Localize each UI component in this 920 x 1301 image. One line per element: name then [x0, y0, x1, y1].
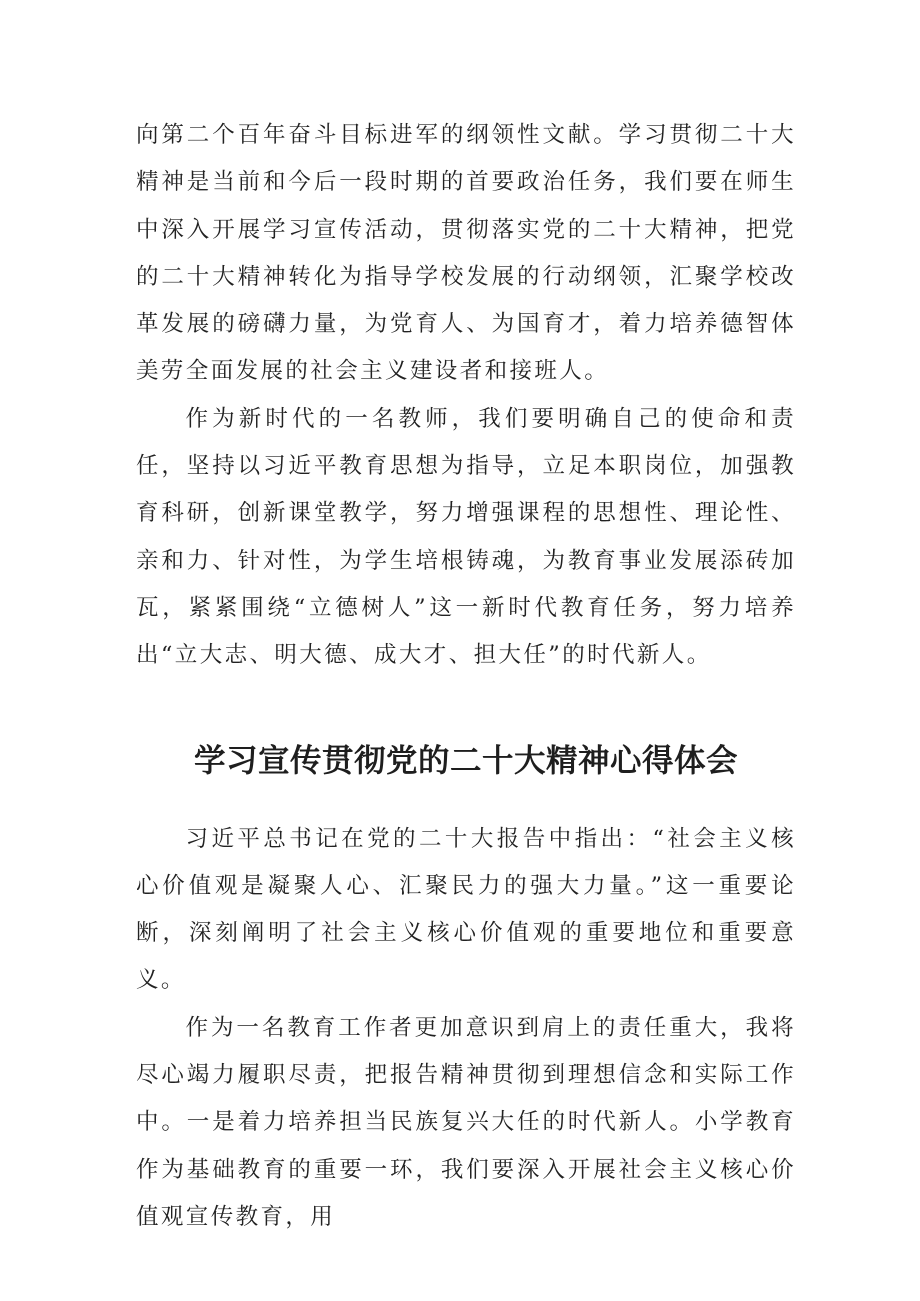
section-article-body [136, 816, 796, 1242]
paragraph-report-quote: 习近平总书记在党的二十大报告中指出：“社会主义核心价值观是凝聚人心、汇聚民力的强大力量。”这一重要论断，深刻阐明了社会主义核心价值观的重要地位和重要意义。 [136, 825, 796, 994]
paragraph-educator-duty: 作为一名教育工作者更加意识到肩上的责任重大，我将尽心竭力履职尽责，把报告精神贯彻到理想信念和实际工作中。一是着力培养担当民族复兴大任的时代新人。小学教育作为基础教育的重要一环，我们要深入开展社会主义核心价值观宣传教育，用 [136, 1014, 796, 1230]
section-continued-text [136, 112, 796, 680]
article-title: 学习宣传贯彻党的二十大精神心得体会 [193, 742, 738, 779]
paragraph-teacher-mission: 作为新时代的一名教师，我们要明确自己的使命和责任，坚持以习近平教育思想为指导，立足本职岗位，加强教育科研，创新课堂教学，努力增强课程的思想性、理论性、亲和力、针对性，为学生培根铸魂，为教育事业发展添砖加瓦，紧紧围绕“立德树人”这一新时代教育任务，努力培养出“立大志、明大德、成大才、担大任”的时代新人。 [136, 405, 796, 669]
paragraph-continued: 向第二个百年奋斗目标进军的纲领性文献。学习贯彻二十大精神是当前和今后一段时期的首要政治任务，我们要在师生中深入开展学习宣传活动，贯彻落实党的二十大精神，把党的二十大精神转化为指导学校发展的行动纲领，汇聚学校改革发展的磅礴力量，为党育人、为国育才，着力培养德智体美劳全面发展的社会主义建设者和接班人。 [136, 122, 796, 385]
